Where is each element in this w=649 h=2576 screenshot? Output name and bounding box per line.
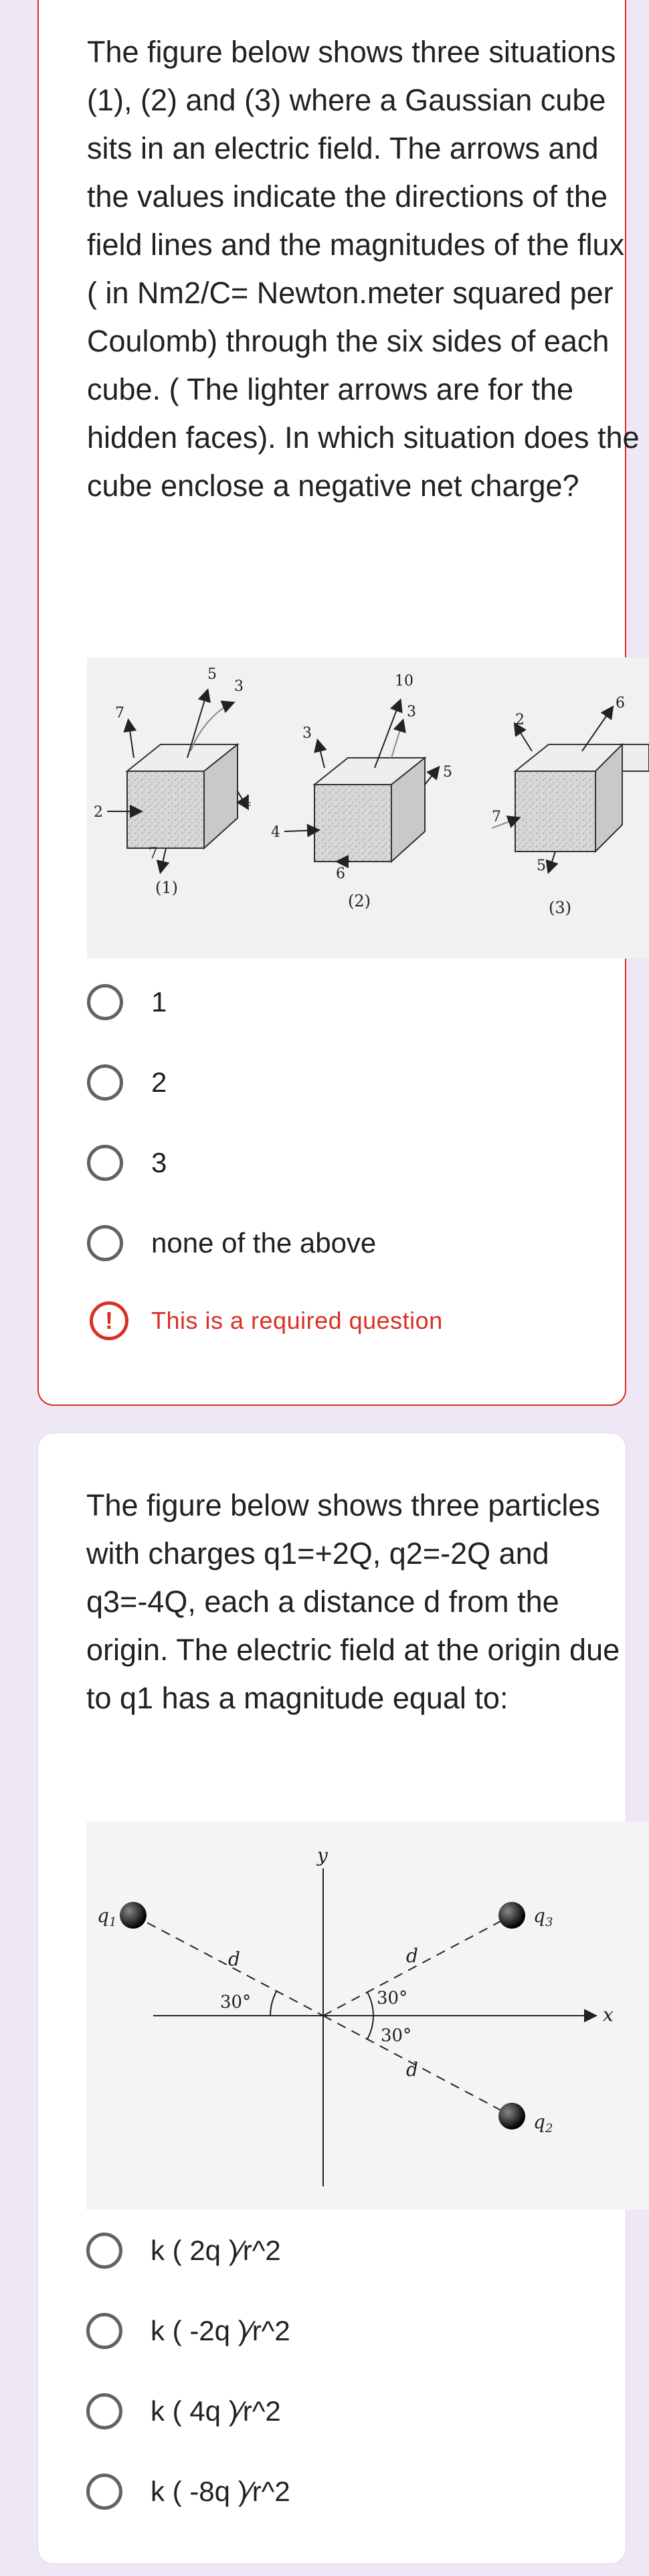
situation-3-label: (3) [549,898,571,917]
question-card-2 [37,1433,626,2564]
cube1-value-left: 2 [94,804,103,821]
q1-label: $q_1$ [97,1905,117,1929]
option-label: k ( 4q )⁄r^2 [151,2395,281,2427]
cube2-value-left: 4 [271,824,280,841]
cube2-value-left-top: 3 [302,725,312,742]
cube1-value-right: 4 [242,793,252,810]
option-label: none of the above [151,1227,377,1259]
cube-3 [492,695,649,917]
question-1-text: The figure below shows three situations (1), (2) and (3) where a Gaussian cube sits in an electric field. The arrows and the values indicate the directions of the field lines and the magnitudes of the flux ( in Nm2/C= Newton.meter squared per Coulomb) through the six sides of each cube. ( The lighter arrows are for the hidden faces). In which situation does the cube enclose a negative net charge? [87,35,640,503]
option-label: k ( -2q )⁄r^2 [151,2315,290,2346]
distance-label-q1: d [228,1948,240,1970]
cube1-value-left-top: 7 [115,705,124,722]
gaussian-cubes-figure [87,657,649,959]
cube-1 [94,666,252,897]
option-1[interactable] [87,979,167,1026]
cube1-value-top-right: 3 [234,678,244,695]
radio-button[interactable] [86,2313,122,2349]
option-neg-2q[interactable] [86,2308,290,2354]
angle-label-q3: 30° [377,1988,408,2008]
radio-button[interactable] [87,1145,123,1181]
option-neg-8q[interactable] [86,2468,290,2515]
cube3-value-bottom: 5 [537,858,546,874]
charge-q2 [498,2103,525,2129]
distance-label-q2: d [406,2059,418,2081]
error-text: This is a required question [151,1307,443,1334]
option-label: k ( -8q )⁄r^2 [151,2476,290,2507]
option-label: 1 [151,986,167,1018]
radio-button[interactable] [86,2474,122,2510]
distance-label-q3: d [406,1945,418,1967]
situation-2-label: (2) [348,892,371,910]
x-axis-label: x [603,2004,614,2026]
cube1-value-top: 5 [207,666,217,683]
q2-label: $q_2$ [533,2111,553,2136]
radio-button[interactable] [86,2233,122,2269]
angle-label-q1: 30° [220,1992,252,2012]
charge-q1 [120,1902,147,1929]
charges-diagram [86,1822,648,2210]
situation-1-label: (1) [155,878,178,897]
cube3-value-left-top: 2 [515,712,525,728]
option-label: 2 [151,1066,167,1098]
cube2-value-top: 10 [395,673,413,690]
required-error [90,1301,443,1340]
charges-figure [86,1822,648,2210]
question-2-text: The figure below shows three particles with charges q1=+2Q, q2=-2Q and q3=-4Q, each a distance d from the origin. The electric field at the origin due to q1 has a magnitude equal to: [86,1488,620,1715]
cube2-value-top-right: 3 [407,704,416,720]
option-label: k ( 2q )⁄r^2 [151,2235,281,2266]
cube2-value-bottom: 6 [336,866,345,882]
option-none[interactable] [87,1220,376,1267]
cube3-value-left: 7 [492,809,501,825]
option-label: 3 [151,1147,167,1178]
radio-button[interactable] [86,2393,122,2429]
cube2-value-right: 5 [443,764,452,781]
q3-label: $q_3$ [533,1905,553,1929]
y-axis-label: y [317,1844,328,1866]
radio-button[interactable] [87,1225,123,1261]
option-2q[interactable] [86,2227,281,2274]
gaussian-cubes-diagram [87,657,649,959]
radio-button[interactable] [87,1064,123,1101]
question-card-1 [37,0,640,1406]
cube3-value-top: 6 [616,695,625,712]
cube-2 [271,673,452,910]
error-icon: ! [90,1301,128,1340]
option-4q[interactable] [86,2388,281,2435]
angle-label-q2: 30° [381,2026,412,2046]
radio-button[interactable] [87,984,123,1020]
option-2[interactable] [87,1059,167,1106]
charge-q3 [498,1902,525,1929]
cube1-value-bottom: 7 [149,846,158,862]
option-3[interactable] [87,1139,167,1186]
